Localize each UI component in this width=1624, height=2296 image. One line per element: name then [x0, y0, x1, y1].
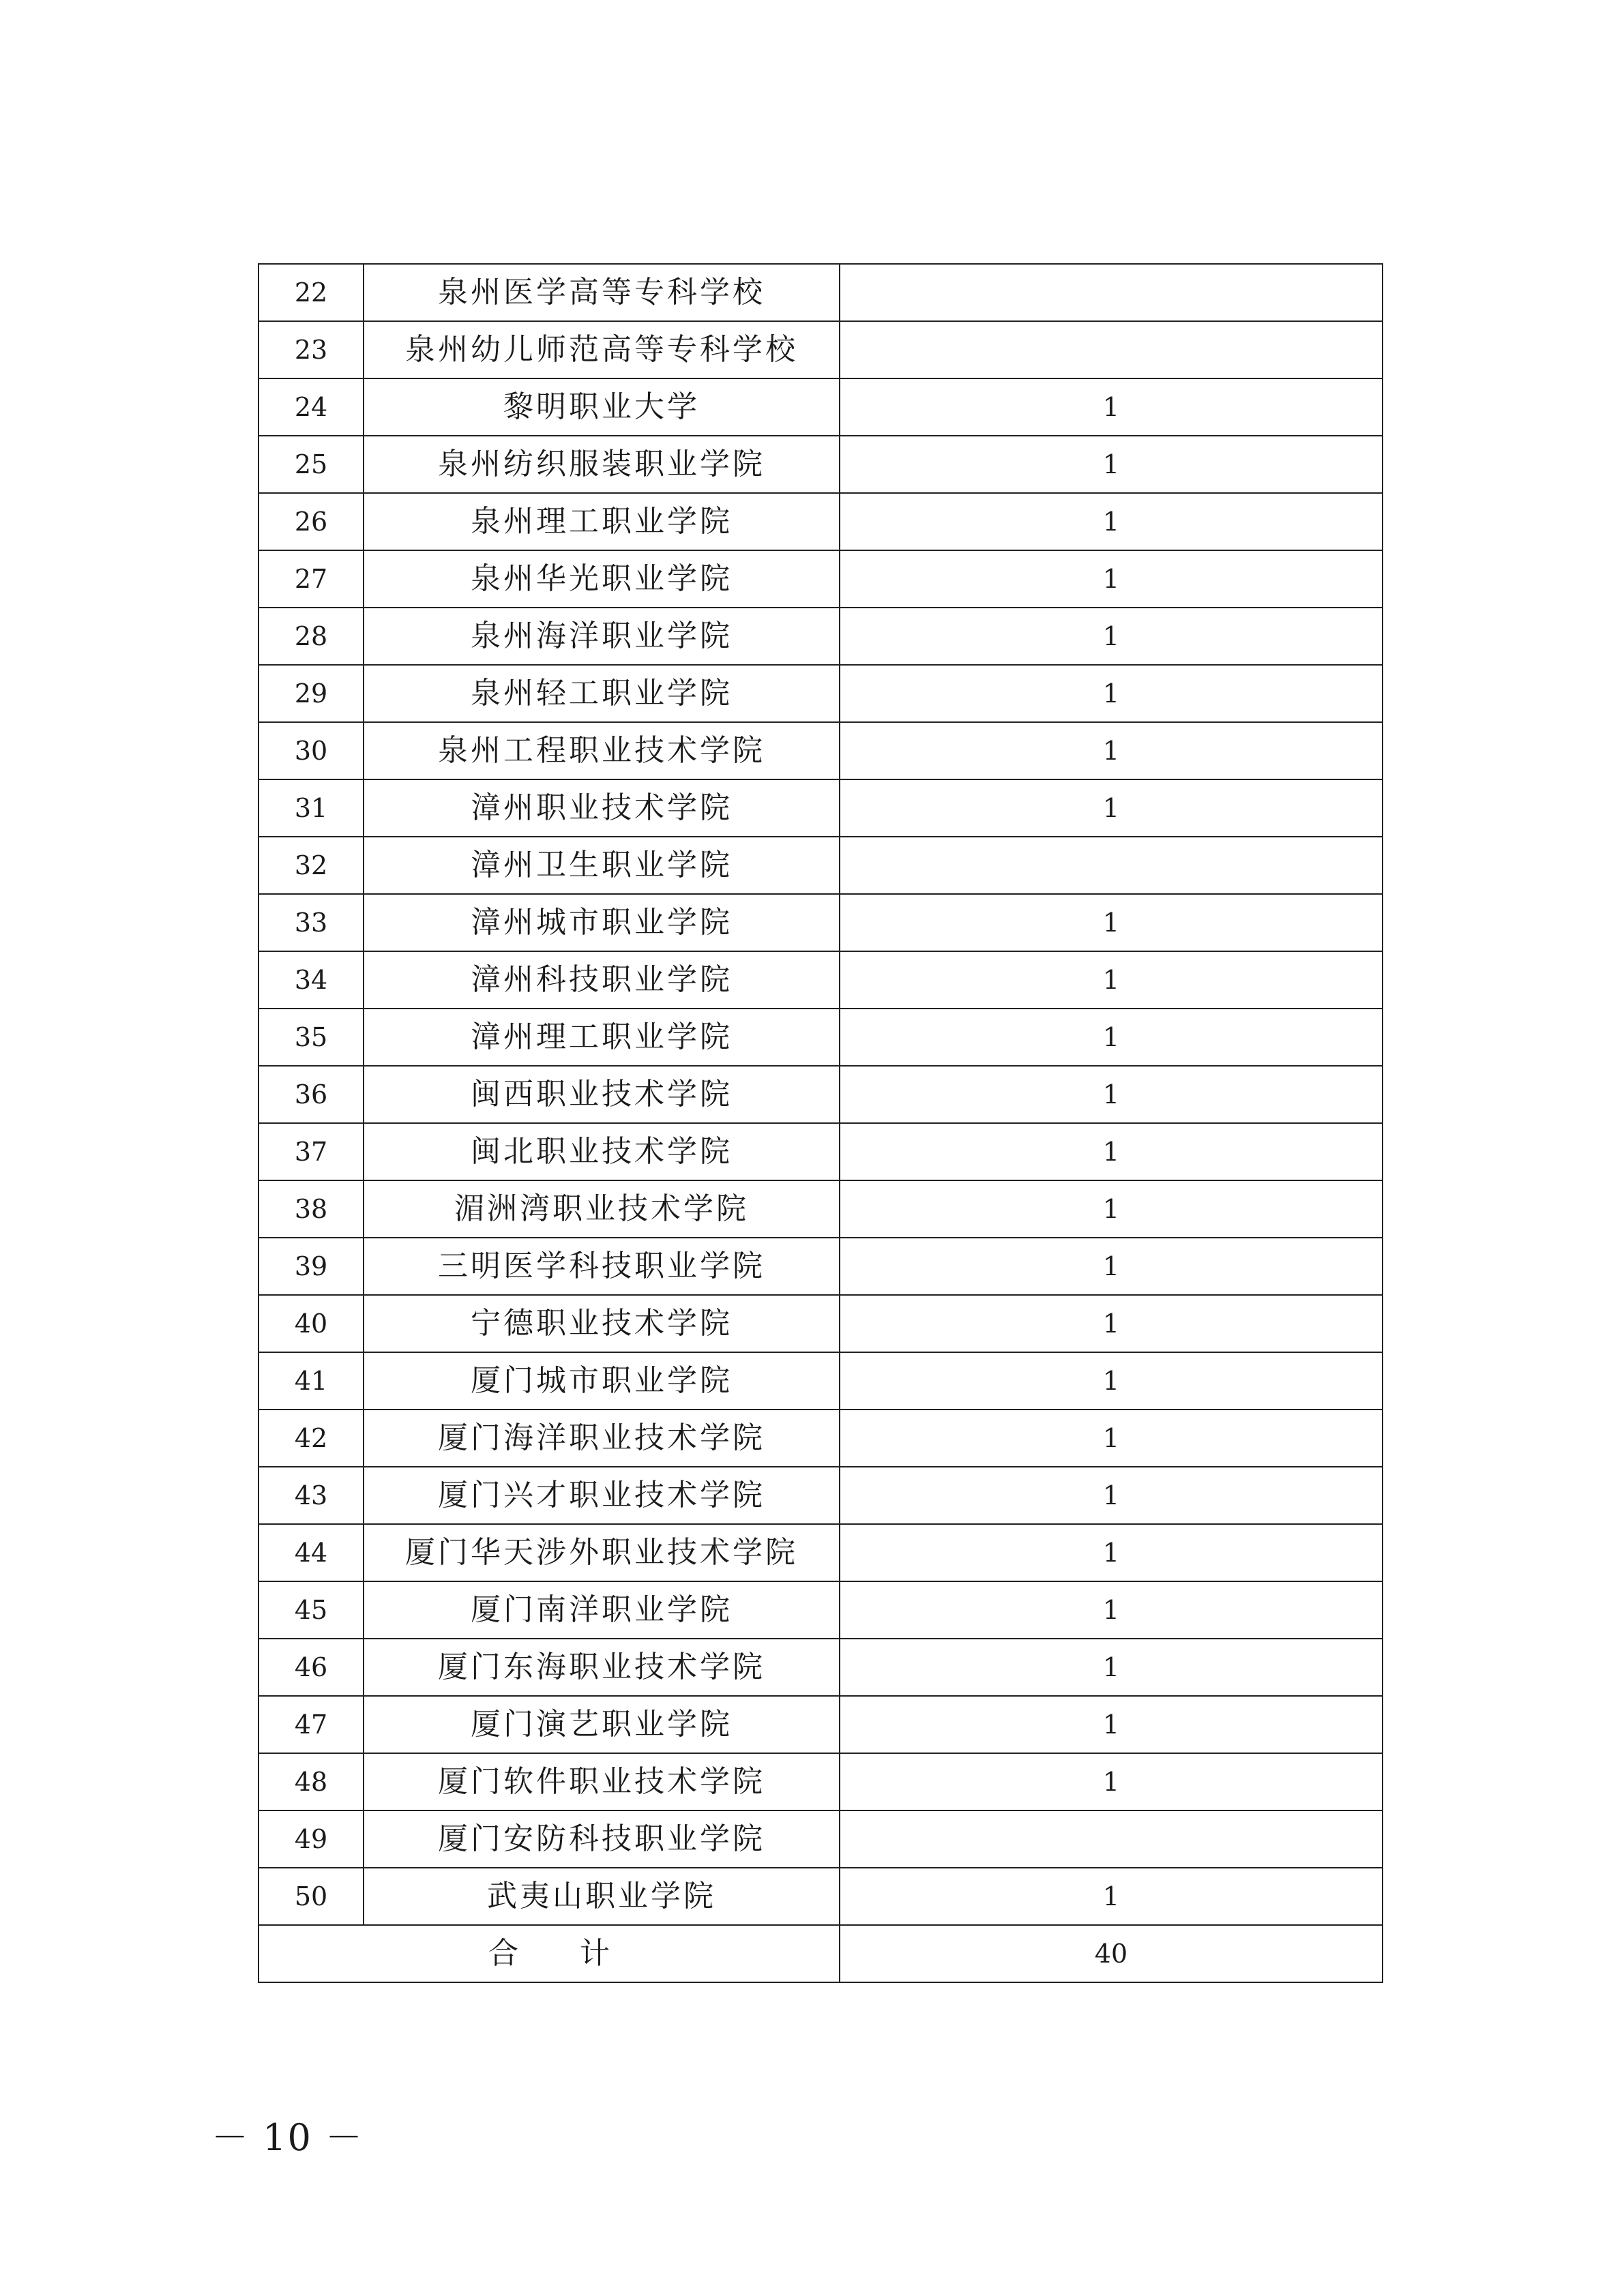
allocation-count: 1 [840, 1123, 1383, 1180]
school-name: 漳州卫生职业学院 [364, 837, 840, 894]
table-row [259, 1066, 1383, 1123]
table-row [259, 608, 1383, 665]
table-row [259, 1753, 1383, 1810]
table-row [259, 1238, 1383, 1295]
table-row [259, 1524, 1383, 1581]
row-number: 36 [259, 1066, 364, 1123]
row-number: 38 [259, 1180, 364, 1238]
allocation-count [840, 321, 1383, 378]
school-name: 厦门软件职业技术学院 [364, 1753, 840, 1810]
allocation-count: 1 [840, 665, 1383, 722]
row-number: 46 [259, 1639, 364, 1696]
allocation-count: 1 [840, 1066, 1383, 1123]
table-row [259, 1696, 1383, 1753]
allocation-count: 1 [840, 1009, 1383, 1066]
school-name: 泉州华光职业学院 [364, 550, 840, 608]
allocation-count: 1 [840, 894, 1383, 951]
row-number: 45 [259, 1581, 364, 1639]
allocation-count: 1 [840, 493, 1383, 550]
total-row [259, 1925, 1383, 1982]
row-number: 40 [259, 1295, 364, 1352]
allocation-count: 1 [840, 608, 1383, 665]
total-label [259, 1925, 840, 1982]
school-name: 泉州海洋职业学院 [364, 608, 840, 665]
table-row [259, 1410, 1383, 1467]
allocation-count: 1 [840, 951, 1383, 1009]
row-number: 41 [259, 1352, 364, 1410]
allocation-count: 1 [840, 1238, 1383, 1295]
row-number: 48 [259, 1753, 364, 1810]
allocation-count: 1 [840, 1581, 1383, 1639]
total-label-part2: 计 [580, 1936, 610, 1971]
row-number: 33 [259, 894, 364, 951]
table-row [259, 1295, 1383, 1352]
school-name: 武夷山职业学院 [364, 1868, 840, 1925]
table-row [259, 1123, 1383, 1180]
row-number: 28 [259, 608, 364, 665]
school-name: 宁德职业技术学院 [364, 1295, 840, 1352]
allocation-count [840, 264, 1383, 321]
allocation-count: 1 [840, 1410, 1383, 1467]
table-row [259, 665, 1383, 722]
table-row [259, 1581, 1383, 1639]
school-name: 泉州理工职业学院 [364, 493, 840, 550]
school-name: 漳州科技职业学院 [364, 951, 840, 1009]
allocation-count: 1 [840, 550, 1383, 608]
row-number: 34 [259, 951, 364, 1009]
school-name: 漳州职业技术学院 [364, 779, 840, 837]
school-name: 泉州幼儿师范高等专科学校 [364, 321, 840, 378]
allocation-count: 1 [840, 436, 1383, 493]
school-name: 黎明职业大学 [364, 378, 840, 436]
total-value: 40 [840, 1925, 1383, 1982]
table-row [259, 550, 1383, 608]
school-name: 厦门演艺职业学院 [364, 1696, 840, 1753]
table-row [259, 1009, 1383, 1066]
total-label-part1: 合 [488, 1936, 518, 1971]
table-row [259, 1639, 1383, 1696]
table-row [259, 1180, 1383, 1238]
table-row [259, 722, 1383, 779]
school-name: 厦门兴才职业技术学院 [364, 1467, 840, 1524]
school-name: 泉州工程职业技术学院 [364, 722, 840, 779]
school-name: 泉州纺织服装职业学院 [364, 436, 840, 493]
allocation-count: 1 [840, 1467, 1383, 1524]
row-number: 39 [259, 1238, 364, 1295]
school-name: 厦门城市职业学院 [364, 1352, 840, 1410]
row-number: 27 [259, 550, 364, 608]
allocation-count: 1 [840, 1352, 1383, 1410]
school-name: 闽西职业技术学院 [364, 1066, 840, 1123]
school-name: 漳州城市职业学院 [364, 894, 840, 951]
school-name: 泉州轻工职业学院 [364, 665, 840, 722]
table-row [259, 378, 1383, 436]
table-row [259, 321, 1383, 378]
table-row [259, 951, 1383, 1009]
row-number: 25 [259, 436, 364, 493]
row-number: 22 [259, 264, 364, 321]
allocation-count [840, 837, 1383, 894]
allocation-count: 1 [840, 1696, 1383, 1753]
row-number: 47 [259, 1696, 364, 1753]
school-name: 泉州医学高等专科学校 [364, 264, 840, 321]
table-row [259, 779, 1383, 837]
page-number: － 10 － [211, 2116, 364, 2159]
row-number: 32 [259, 837, 364, 894]
table-row [259, 264, 1383, 321]
row-number: 31 [259, 779, 364, 837]
allocation-count: 1 [840, 1180, 1383, 1238]
school-name: 三明医学科技职业学院 [364, 1238, 840, 1295]
table-row [259, 436, 1383, 493]
allocation-count: 1 [840, 1524, 1383, 1581]
table-row [259, 1352, 1383, 1410]
row-number: 26 [259, 493, 364, 550]
row-number: 23 [259, 321, 364, 378]
table-row [259, 1868, 1383, 1925]
table-row [259, 493, 1383, 550]
table-row [259, 894, 1383, 951]
school-name: 漳州理工职业学院 [364, 1009, 840, 1066]
school-name: 闽北职业技术学院 [364, 1123, 840, 1180]
row-number: 44 [259, 1524, 364, 1581]
school-name: 厦门南洋职业学院 [364, 1581, 840, 1639]
row-number: 30 [259, 722, 364, 779]
table-row [259, 837, 1383, 894]
table-body [259, 264, 1383, 1925]
row-number: 37 [259, 1123, 364, 1180]
school-name: 湄洲湾职业技术学院 [364, 1180, 840, 1238]
allocation-count: 1 [840, 378, 1383, 436]
table-row [259, 1467, 1383, 1524]
allocation-count: 1 [840, 1295, 1383, 1352]
allocation-count [840, 1810, 1383, 1868]
allocation-count: 1 [840, 1868, 1383, 1925]
allocation-count: 1 [840, 1753, 1383, 1810]
row-number: 42 [259, 1410, 364, 1467]
row-number: 43 [259, 1467, 364, 1524]
allocation-count: 1 [840, 779, 1383, 837]
allocation-count: 1 [840, 1639, 1383, 1696]
row-number: 29 [259, 665, 364, 722]
row-number: 49 [259, 1810, 364, 1868]
school-name: 厦门华天涉外职业技术学院 [364, 1524, 840, 1581]
row-number: 24 [259, 378, 364, 436]
school-name: 厦门海洋职业技术学院 [364, 1410, 840, 1467]
school-name: 厦门安防科技职业学院 [364, 1810, 840, 1868]
row-number: 50 [259, 1868, 364, 1925]
table-row [259, 1810, 1383, 1868]
school-name: 厦门东海职业技术学院 [364, 1639, 840, 1696]
row-number: 35 [259, 1009, 364, 1066]
schools-table [258, 263, 1383, 1983]
allocation-count: 1 [840, 722, 1383, 779]
